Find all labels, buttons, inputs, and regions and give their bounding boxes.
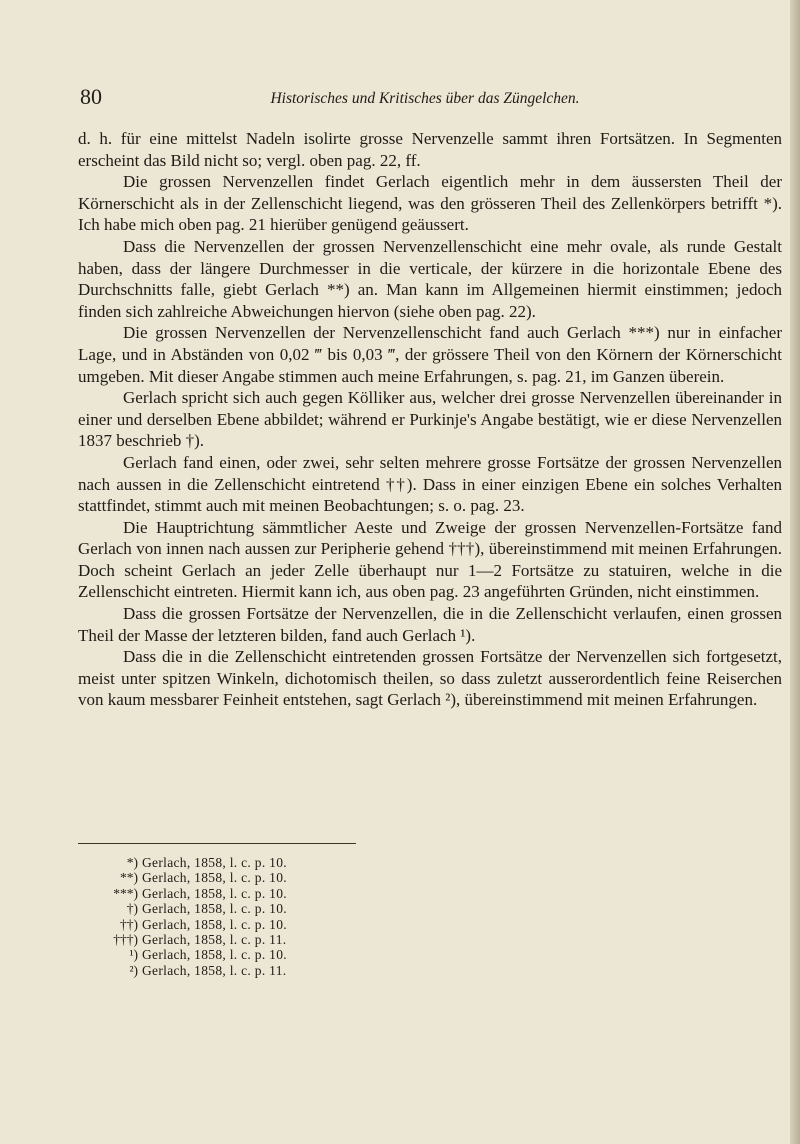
footnote-rule (78, 843, 356, 844)
footnote-marker: †††) (113, 932, 138, 948)
footnote-marker: *) (126, 855, 138, 870)
footnote-text: Gerlach, 1858, l. c. p. 11. (142, 932, 287, 948)
paragraph: Gerlach fand einen, oder zwei, sehr selten mehrere grosse Fortsätze der grossen Nervenzellen nach aussen in die Zellenschicht eintretend ††). Dass in einer einzigen Ebene ein solches Verhalten stattfindet, stimmt auch mit meinen Beobachtungen; s. o. pag. 23. (78, 452, 782, 516)
page-header (80, 84, 770, 114)
footnote-marker: **) (120, 870, 138, 886)
footnote (78, 901, 478, 916)
footnote-text: Gerlach, 1858, l. c. p. 10. (142, 885, 287, 901)
footnote (78, 855, 478, 870)
paragraph: Dass die grossen Fortsätze der Nervenzellen, die in die Zellenschicht verlaufen, einen grossen Theil der Masse der letzteren bilden, fand auch Gerlach ¹). (78, 604, 782, 645)
footnote (78, 886, 478, 901)
footnote-marker: ¹) (129, 947, 138, 963)
paragraph: d. h. für eine mittelst Nadeln isolirte grosse Nervenzelle sammt ihren Fortsätzen. In Segmenten erscheint das Bild nicht so; vergl. oben pag. 22, ff. (78, 129, 782, 170)
page-number: 80 (80, 84, 102, 109)
paragraph: Dass die in die Zellenschicht eintretenden grossen Fortsätze der Nervenzellen sich fortgesetzt, meist unter spitzen Winkeln, dichotomisch theilen, so dass zuletzt ausserordentlich feine Reiserchen von kaum messbarer Feinheit entstehen, sagt Gerlach ²), übereinstimmend mit meinen Erfahrungen. (78, 647, 782, 710)
footnote-text: Gerlach, 1858, l. c. p. 11. (142, 962, 287, 978)
footnote-text: Gerlach, 1858, l. c. p. 10. (142, 855, 287, 870)
page-edge (790, 0, 800, 1144)
footnote-text: Gerlach, 1858, l. c. p. 10. (142, 901, 287, 917)
footnote-marker: ††) (120, 916, 138, 932)
footnote-text: Gerlach, 1858, l. c. p. 10. (142, 916, 287, 932)
footnote (78, 870, 478, 885)
paragraph: Die grossen Nervenzellen findet Gerlach eigentlich mehr in dem äussersten Theil der Körnerschicht als in der Zellenschicht liegend, was den grösseren Theil des Zellenkörpers betrifft *). Ich habe mich oben pag. 21 hierüber genügend geäussert. (78, 172, 782, 235)
footnote (78, 932, 478, 947)
footnote-marker: †) (126, 901, 138, 917)
body-text (78, 128, 782, 711)
footnote-text: Gerlach, 1858, l. c. p. 10. (142, 870, 287, 886)
footnote (78, 947, 478, 962)
footnote (78, 917, 478, 932)
footnote (78, 963, 478, 978)
footnote-marker: ²) (129, 962, 138, 978)
paragraph: Die Hauptrichtung sämmtlicher Aeste und Zweige der grossen Nervenzellen-Fortsätze fand Gerlach von innen nach aussen zur Peripherie gehend †††), übereinstimmend mit meinen Erfahrungen. Doch scheint Gerlach an jeder Zelle überhaupt nur 1—2 Fortsätze zu statuiren, welche in die Zellenschicht eintreten. Hiermit kann ich, aus oben pag. 23 angeführten Gründen, nicht einstimmen. (78, 517, 782, 602)
running-title: Historisches und Kritisches über das Züngelchen. (270, 90, 580, 107)
footnote-marker: ***) (113, 885, 138, 901)
footnotes (78, 855, 478, 978)
paragraph: Die grossen Nervenzellen der Nervenzellenschicht fand auch Gerlach ***) nur in einfacher Lage, und in Abständen von 0,02 ‴ bis 0,03 ‴, der grössere Theil von den Körnern der Körnerschicht umgeben. Mit dieser Angabe stimmen auch meine Erfahrungen, s. pag. 21, im Ganzen überein. (78, 323, 782, 386)
paragraph: Gerlach spricht sich auch gegen Kölliker aus, welcher drei grosse Nervenzellen übereinander in einer und derselben Ebene abbildet; während er Purkinje's Angabe bestätigt, wie er diese Nervenzellen 1837 beschrieb †). (78, 388, 782, 451)
footnote-text: Gerlach, 1858, l. c. p. 10. (142, 947, 287, 963)
paragraph: Dass die Nervenzellen der grossen Nervenzellenschicht eine mehr ovale, als runde Gestalt haben, dass der längere Durchmesser in die verticale, der kürzere in die horizontale Ebene des Durchschnitts falle, giebt Gerlach **) an. Man kann im Allgemeinen hiermit einstimmen; jedoch finden sich zahlreiche Abweichungen hiervon (siehe oben pag. 22). (78, 236, 782, 321)
